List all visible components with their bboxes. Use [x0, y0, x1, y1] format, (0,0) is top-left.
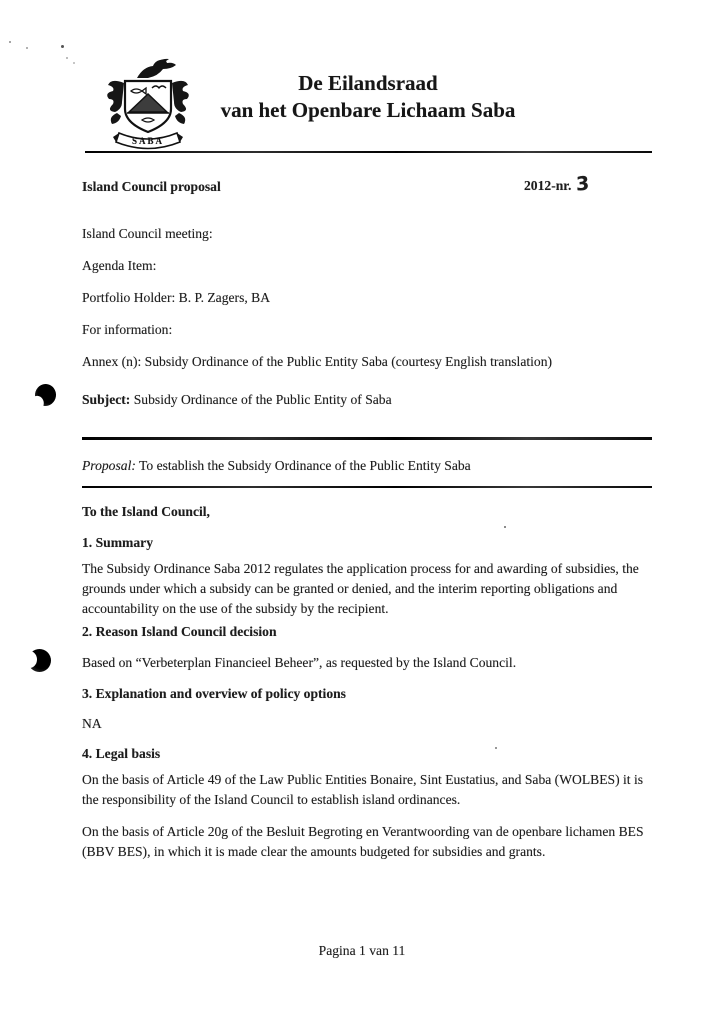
page-footer: Pagina 1 van 11 [318, 942, 406, 958]
proposal-line [82, 456, 471, 476]
speck [66, 57, 68, 59]
paragraph-explanation: NA [82, 716, 102, 731]
salutation: To the Island Council, [82, 504, 210, 519]
section-heading-legal-basis: 4. Legal basis [82, 746, 161, 761]
paragraph-legal-basis-2: On the basis of Article 20g of the Besluit Begroting en Verantwoording van de openbare lichamen BES (BBV BES), in which it is made clear the amounts budgeted for subsidies and grants. [82, 824, 644, 859]
document-title [90, 70, 646, 124]
proposal-rule-bottom [82, 486, 652, 488]
speck [504, 526, 506, 528]
title-line-2: van het Openbare Lichaam Saba [220, 98, 516, 122]
speck [61, 45, 64, 48]
subject-value: Subsidy Ordinance of the Public Entity of Saba [133, 392, 392, 407]
proposal-number [524, 174, 590, 196]
title-line-1: De Eilandsraad [298, 71, 438, 95]
proposal-type-label: Island Council proposal [82, 179, 221, 194]
field-portfolio-holder: Portfolio Holder: B. P. Zagers, BA [82, 290, 271, 305]
subject-line [82, 390, 392, 410]
section-heading-explanation: 3. Explanation and overview of policy options [82, 686, 346, 701]
speck [9, 41, 11, 43]
proposal-text: To establish the Subsidy Ordinance of the Public Entity Saba [139, 458, 471, 473]
handwritten-number: 3 [576, 172, 591, 196]
field-island-council-meeting: Island Council meeting: [82, 226, 213, 241]
paragraph-summary: The Subsidy Ordinance Saba 2012 regulates the application process for and awarding of subsidies, the grounds under which a subsidy can be granted or denied, and the interim reporting obligations and accountability on the use of the subsidy by the recipient. [82, 561, 639, 616]
field-annex: Annex (n): Subsidy Ordinance of the Public Entity Saba (courtesy English translation) [82, 354, 553, 369]
proposal-label: Proposal: [82, 458, 136, 473]
proposal-rule-top [82, 437, 652, 440]
ink-blob [34, 383, 58, 408]
speck [73, 62, 75, 64]
section-heading-reason: 2. Reason Island Council decision [82, 624, 277, 639]
header-rule [85, 151, 652, 153]
field-agenda-item: Agenda Item: [82, 258, 157, 273]
paragraph-reason: Based on “Verbeterplan Financieel Beheer”, as requested by the Island Council. [82, 655, 517, 670]
paragraph-legal-basis-1: On the basis of Article 49 of the Law Public Entities Bonaire, Sint Eustatius, and Saba (WOLBES) it is the responsibility of the Island Council to establish island ordinances. [82, 772, 644, 807]
ink-blob [28, 649, 51, 672]
subject-label: Subject: [82, 392, 131, 407]
field-for-information: For information: [82, 322, 173, 337]
logo-banner-text: SABA [131, 136, 165, 146]
section-heading-summary: 1. Summary [82, 535, 153, 550]
speck [495, 747, 497, 749]
meta-fields [82, 224, 662, 384]
proposal-number-label: 2012-nr. [524, 178, 572, 193]
speck [26, 47, 28, 49]
